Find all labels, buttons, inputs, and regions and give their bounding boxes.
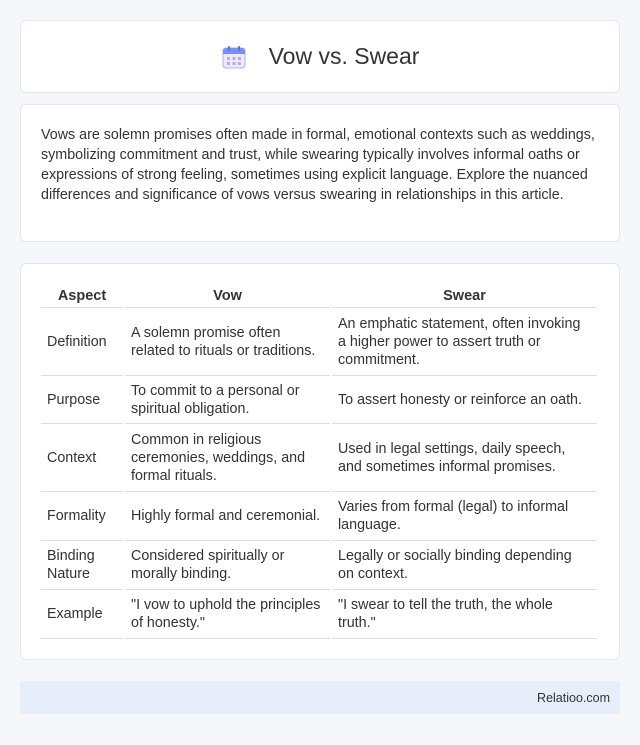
swear-cell: "I swear to tell the truth, the whole truth." <box>332 590 597 639</box>
table-row <box>41 590 597 639</box>
swear-cell: Used in legal settings, daily speech, and sometimes informal promises. <box>332 424 597 492</box>
table-header-row <box>41 284 597 308</box>
calendar-icon <box>221 44 247 70</box>
table-row <box>41 424 597 492</box>
table-row <box>41 308 597 376</box>
aspect-cell: Binding Nature <box>41 541 123 590</box>
vow-cell: Common in religious ceremonies, weddings, and formal rituals. <box>125 424 330 492</box>
comparison-card <box>20 263 620 660</box>
header-aspect: Aspect <box>41 284 123 308</box>
header-vow: Vow <box>125 284 330 308</box>
table-row <box>41 541 597 590</box>
aspect-cell: Formality <box>41 492 123 541</box>
vow-cell: A solemn promise often related to rituals or traditions. <box>125 308 330 376</box>
vow-cell: Considered spiritually or morally binding. <box>125 541 330 590</box>
intro-paragraph: Vows are solemn promises often made in formal, emotional contexts such as weddings, symbolizing commitment and trust, while swearing typically involves informal oaths or expressions of strong feeling, sometimes using explicit language. Explore the nuanced differences and significance of vows versus swearing in relationships in this article. <box>41 127 595 203</box>
header-swear: Swear <box>332 284 597 308</box>
intro-card <box>20 104 620 242</box>
aspect-cell: Example <box>41 590 123 639</box>
vow-cell: To commit to a personal or spiritual obligation. <box>125 376 330 424</box>
table-row <box>41 376 597 424</box>
vow-cell: Highly formal and ceremonial. <box>125 492 330 541</box>
aspect-cell: Definition <box>41 308 123 376</box>
swear-cell: To assert honesty or reinforce an oath. <box>332 376 597 424</box>
vow-cell: "I vow to uphold the principles of honesty." <box>125 590 330 639</box>
aspect-cell: Context <box>41 424 123 492</box>
table-row <box>41 492 597 541</box>
swear-cell: An emphatic statement, often invoking a higher power to assert truth or commitment. <box>332 308 597 376</box>
title-card <box>20 20 620 93</box>
footer-site-link[interactable]: Relatioo.com <box>537 690 610 705</box>
comparison-table <box>39 284 599 639</box>
aspect-cell: Purpose <box>41 376 123 424</box>
swear-cell: Legally or socially binding depending on context. <box>332 541 597 590</box>
footer <box>20 681 620 714</box>
swear-cell: Varies from formal (legal) to informal language. <box>332 492 597 541</box>
page-title: Vow vs. Swear <box>268 43 420 69</box>
